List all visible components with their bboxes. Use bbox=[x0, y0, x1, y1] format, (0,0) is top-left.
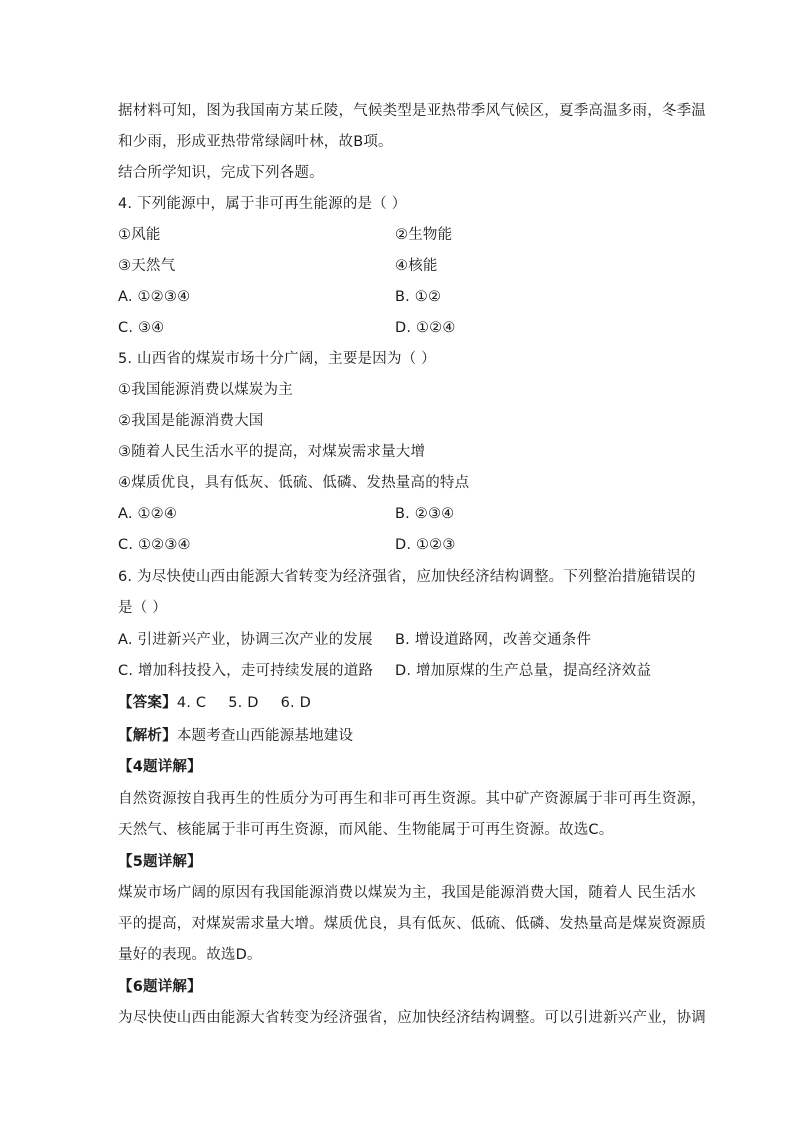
question-5-choices-ab bbox=[118, 504, 678, 524]
question-4-stem: 4. 下列能源中，属于非可再生能源的是（ ） bbox=[118, 196, 407, 212]
q5-option-c: C. ①②③④ bbox=[118, 537, 191, 553]
q4-option-d: D. ①②④ bbox=[395, 320, 456, 336]
answer-4: 4. C bbox=[176, 695, 207, 711]
question-6-choices-cd bbox=[118, 661, 678, 681]
q5-item-3: ③随着人民生活水平的提高，对煤炭需求量大增 bbox=[118, 444, 426, 460]
question-6-stem-line-1: 6. 为尽快使山西由能源大省转变为经济强省，应加快经济结构调整。下列整治措施错误的 bbox=[118, 569, 696, 585]
answer-5: 5. D bbox=[228, 695, 259, 711]
detail-5-line-3: 量好的表现。故选D。 bbox=[118, 947, 262, 963]
q6-option-d: D. 增加原煤的生产总量，提高经济效益 bbox=[395, 663, 652, 679]
detail-6-line-1: 为尽快使山西由能源大省转变为经济强省，应加快经济结构调整。可以引进新兴产业，协调 bbox=[118, 1010, 706, 1026]
question-4-choices-ab bbox=[118, 287, 678, 307]
analysis-label: 【解析】 bbox=[118, 728, 177, 744]
q4-item-2: ②生物能 bbox=[395, 227, 453, 243]
q4-option-b: B. ①② bbox=[395, 289, 442, 305]
question-5-choices-cd bbox=[118, 535, 678, 555]
question-5-stem: 5. 山西省的煤炭市场十分广阔，主要是因为（ ） bbox=[118, 351, 436, 367]
q5-item-2: ②我国是能源消费大国 bbox=[118, 413, 264, 429]
q4-option-a: A. ①②③④ bbox=[118, 289, 191, 305]
answer-label: 【答案】 bbox=[118, 695, 177, 711]
analysis-text: 本题考查山西能源基地建设 bbox=[176, 728, 354, 744]
detail-4-heading: 【4题详解】 bbox=[118, 759, 202, 775]
intro-line-2: 和少雨，形成亚热带常绿阔叶林，故B项。 bbox=[118, 134, 393, 150]
q5-item-4: ④煤质优良，具有低灰、低硫、低磷、发热量高的特点 bbox=[118, 475, 470, 491]
answer-6: 6. D bbox=[280, 695, 312, 711]
question-4-row-2 bbox=[118, 256, 678, 276]
question-6-choices-ab bbox=[118, 630, 678, 650]
q6-option-a: A. 引进新兴产业，协调三次产业的发展 bbox=[118, 632, 373, 648]
detail-5-line-2: 平的提高，对煤炭需求量大增。煤质优良，具有低灰、低硫、低磷、发热量高是煤炭资源质 bbox=[118, 916, 706, 932]
detail-5-heading: 【5题详解】 bbox=[118, 854, 202, 870]
q4-item-4: ④核能 bbox=[395, 258, 438, 274]
q5-option-d: D. ①②③ bbox=[395, 537, 456, 553]
question-4-row-1 bbox=[118, 225, 678, 245]
question-6-stem-line-2: 是（ ） bbox=[118, 600, 167, 616]
detail-4-line-2: 天然气、核能属于非可再生资源，而风能、生物能属于可再生资源。故选C。 bbox=[118, 822, 614, 838]
q6-option-c: C. 增加科技投入，走可持续发展的道路 bbox=[118, 663, 374, 679]
q5-option-a: A. ①②④ bbox=[118, 506, 178, 522]
detail-4-line-1: 自然资源按自我再生的性质分为可再生和非可再生资源。其中矿产资源属于非可再生资源， bbox=[118, 791, 706, 807]
q6-option-b: B. 增设道路网，改善交通条件 bbox=[395, 632, 592, 648]
q4-option-c: C. ③④ bbox=[118, 320, 165, 336]
q5-option-b: B. ②③④ bbox=[395, 506, 455, 522]
detail-6-heading: 【6题详解】 bbox=[118, 979, 202, 995]
intro-line-3: 结合所学知识，完成下列各题。 bbox=[118, 165, 324, 181]
answer-line bbox=[118, 693, 678, 713]
analysis-line bbox=[118, 726, 678, 746]
q4-item-1: ①风能 bbox=[118, 227, 161, 243]
question-4-choices-cd bbox=[118, 318, 678, 338]
q4-item-3: ③天然气 bbox=[118, 258, 176, 274]
detail-5-line-1: 煤炭市场广阔的原因有我国能源消费以煤炭为主，我国是能源消费大国，随着人 民生活水 bbox=[118, 885, 697, 901]
intro-line-1: 据材料可知，图为我国南方某丘陵，气候类型是亚热带季风气候区，夏季高温多雨，冬季温 bbox=[118, 103, 706, 119]
q5-item-1: ①我国能源消费以煤炭为主 bbox=[118, 382, 293, 398]
